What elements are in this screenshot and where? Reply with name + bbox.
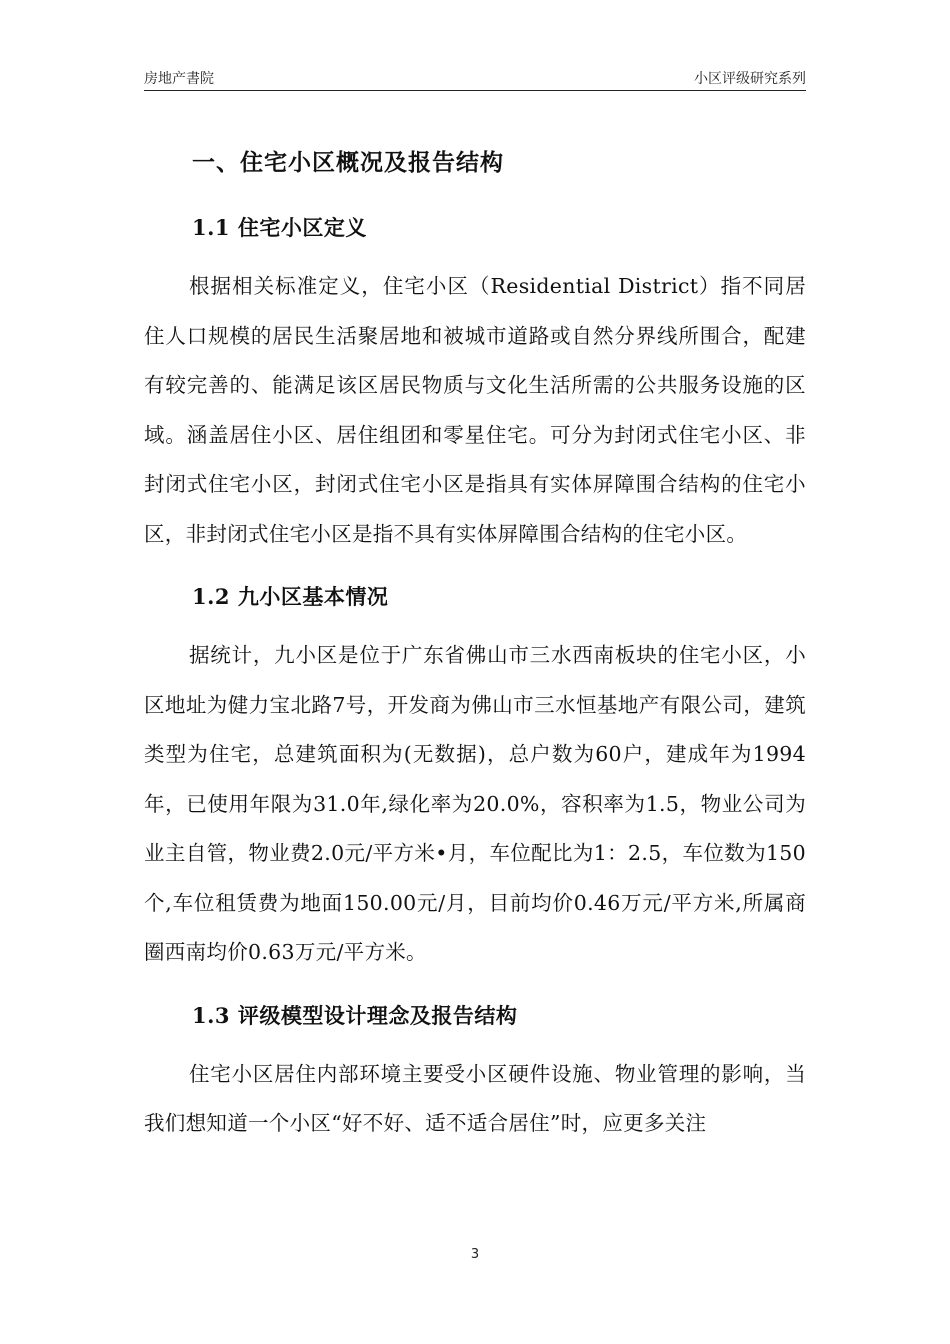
section-heading-1-2: 1.2 九小区基本情况 xyxy=(192,584,389,609)
section-paragraph-1-2: 据统计，九小区是位于广东省佛山市三水西南板块的住宅小区，小区地址为健力宝北路7号，开发商为佛山市三水恒基地产有限公司，建筑类型为住宅，总建筑面积为(无数据)，总户数为60户，建成年为1994年，已使用年限为31.0年,绿化率为20.0%，容积率为1.5，物业公司为业主自管，物业费2.0元/平方米•月，车位配比为1：2.5，车位数为150个,车位租赁费为地面150.00元/月，目前均价0.46万元/平方米,所属商圈西南均价0.63万元/平方米。 xyxy=(144,643,806,964)
section-heading-1-3: 1.3 评级模型设计理念及报告结构 xyxy=(192,1002,518,1028)
document-body xyxy=(144,140,806,1149)
page-header xyxy=(144,66,806,91)
chapter-title: 一、住宅小区概况及报告结构 xyxy=(192,149,504,176)
page-number: 3 xyxy=(470,1247,480,1262)
section-paragraph-1-1: 根据相关标准定义，住宅小区（Residential District）指不同居住人口规模的居民生活聚居地和被城市道路或自然分界线所围合，配建有较完善的、能满足该区居民物质与文化生活所需的公共服务设施的区域。涵盖居住小区、居住组团和零星住宅。可分为封闭式住宅小区、非封闭式住宅小区，封闭式住宅小区是指具有实体屏障围合结构的住宅小区，非封闭式住宅小区是指不具有实体屏障围合结构的住宅小区。 xyxy=(144,274,806,546)
header-left-title: 房地产書院 xyxy=(144,71,214,87)
section-heading-1-1: 1.1 住宅小区定义 xyxy=(192,215,367,240)
section-paragraph-1-3: 住宅小区居住内部环境主要受小区硬件设施、物业管理的影响，当我们想知道一个小区“好不好、适不适合居住”时，应更多关注 xyxy=(144,1061,806,1135)
header-right-title: 小区评级研究系列 xyxy=(694,71,806,87)
